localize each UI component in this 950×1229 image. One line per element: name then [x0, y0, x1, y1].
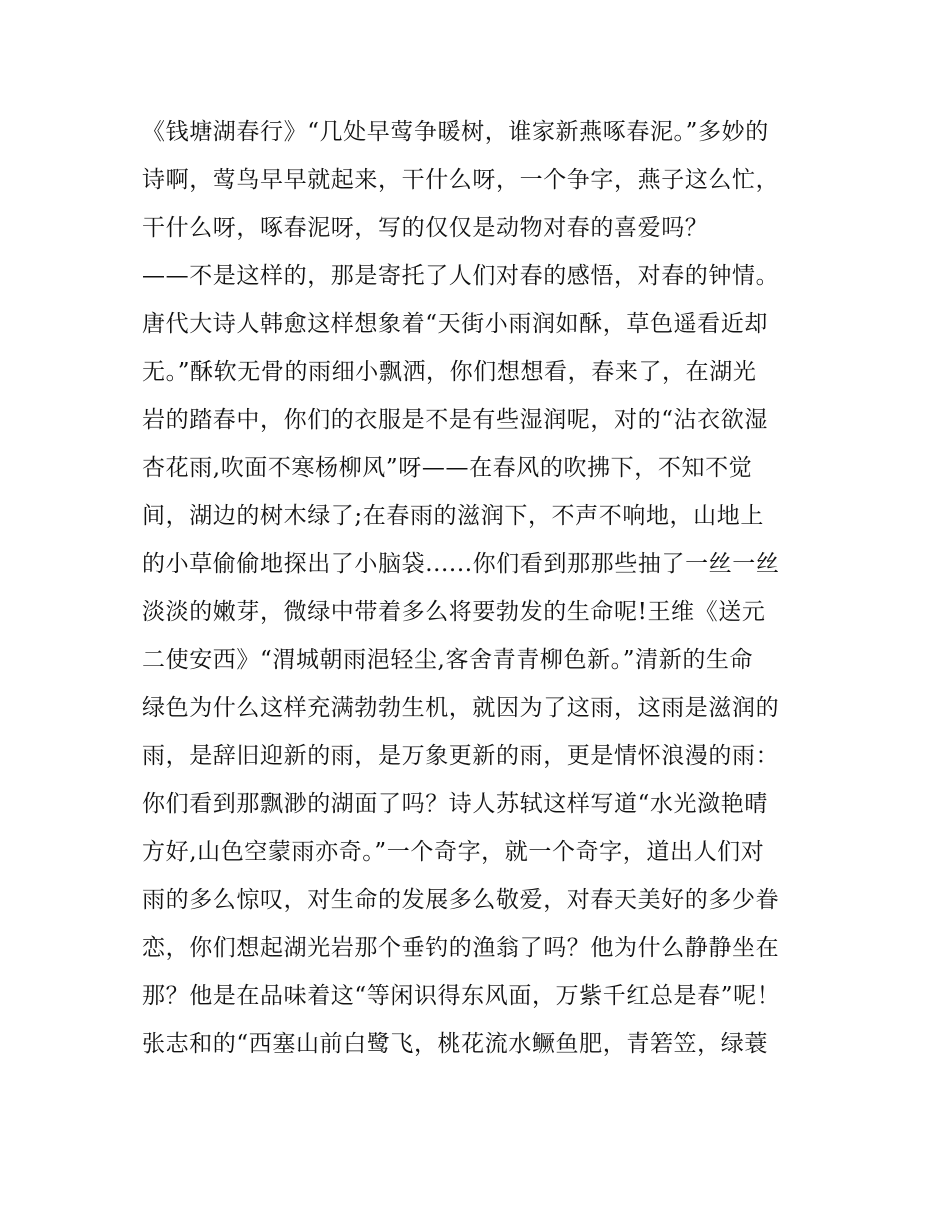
text-line-6: 无。”酥软无骨的雨细小飘洒，你们想想看，春来了，在湖光 [142, 359, 757, 385]
text-line-14: 雨，是辞旧迎新的雨，是万象更新的雨，更是情怀浪漫的雨： [142, 743, 780, 769]
text-line-2: 诗啊，莺鸟早早就起来，干什么呀，一个争字，燕子这么忙， [142, 167, 780, 193]
text-line-17: 雨的多么惊叹，对生命的发展多么敬爱，对春天美好的多少眷 [142, 887, 780, 913]
text-line-16: 方好,山色空蒙雨亦奇。”一个奇字，就一个奇字，道出人们对 [142, 839, 765, 865]
text-line-11: 淡淡的嫩芽，微绿中带着多么将要勃发的生命呢!王维《送元 [142, 599, 766, 625]
body-text [142, 108, 822, 1068]
text-line-4: ——不是这样的，那是寄托了人们对春的感悟，对春的钟情。 [142, 263, 780, 289]
text-line-1: 《钱塘湖春行》“几处早莺争暖树，谁家新燕啄春泥。”多妙的 [142, 119, 769, 145]
text-line-7: 岩的踏春中，你们的衣服是不是有些湿润呢，对的“沾衣欲湿 [142, 407, 768, 433]
text-line-12: 二使安西》“渭城朝雨浥轻尘,客舍青青柳色新。”清新的生命 [142, 647, 754, 673]
text-line-18: 恋，你们想起湖光岩那个垂钓的渔翁了吗？他为什么静静坐在 [142, 935, 780, 961]
text-line-20: 张志和的“西塞山前白鹭飞，桃花流水鳜鱼肥，青箬笠，绿蓑 [142, 1031, 768, 1057]
text-line-13: 绿色为什么这样充满勃勃生机，就因为了这雨，这雨是滋润的 [142, 695, 780, 721]
text-line-10: 的小草偷偷地探出了小脑袋......你们看到那那些抽了一丝一丝 [142, 551, 780, 577]
text-line-5: 唐代大诗人韩愈这样想象着“天街小雨润如酥，草色遥看近却 [142, 311, 768, 337]
text-line-8: 杏花雨,吹面不寒杨柳风”呀——在春风的吹拂下，不知不觉 [142, 455, 753, 481]
text-line-3: 干什么呀，啄春泥呀，写的仅仅是动物对春的喜爱吗？ [142, 215, 709, 241]
text-line-9: 间，湖边的树木绿了;在春雨的滋润下，不声不响地，山地上 [142, 503, 764, 529]
text-line-15: 你们看到那飘渺的湖面了吗？诗人苏轼这样写道“水光潋艳晴 [142, 791, 768, 817]
text-line-19: 那？他是在品味着这“等闲识得东风面，万紫千红总是春”呢！ [142, 983, 781, 1009]
